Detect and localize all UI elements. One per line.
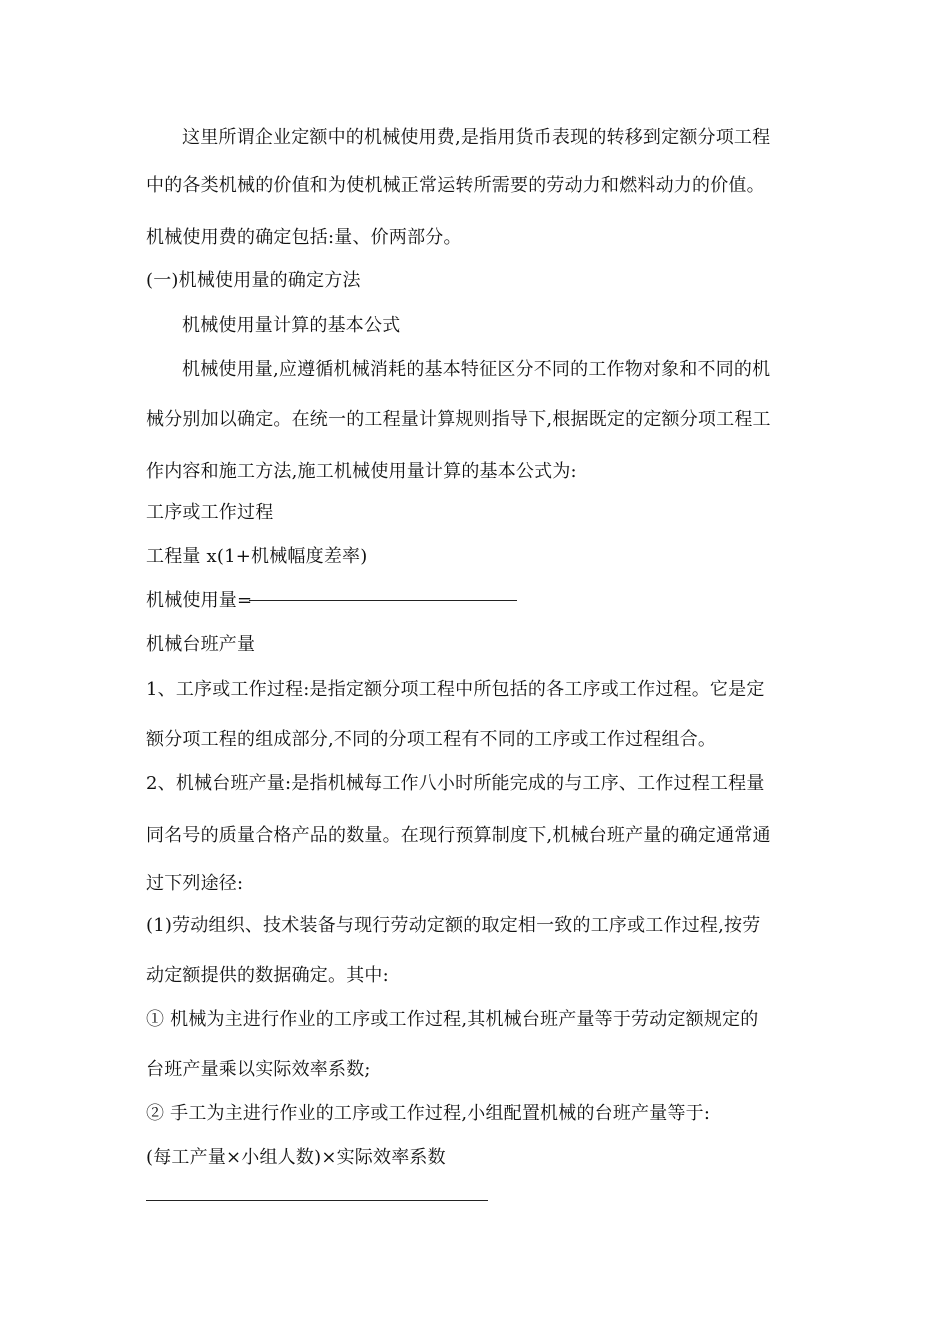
- sub-item-line: ② 手工为主进行作业的工序或工作过程,小组配置机械的台班产量等于:: [146, 1103, 711, 1124]
- fraction-bar: [146, 1200, 488, 1201]
- sub-item-line: ① 机械为主进行作业的工序或工作过程,其机械台班产量等于劳动定额规定的: [146, 1009, 759, 1030]
- sub-item-line: 台班产量乘以实际效率系数;: [146, 1059, 371, 1080]
- paragraph-line: 作内容和施工方法,施工机械使用量计算的基本公式为:: [146, 461, 577, 482]
- list-item-line: 额分项工程的组成部分,不同的分项工程有不同的工序或工作过程组合。: [146, 729, 717, 750]
- formula-numerator-1: 工序或工作过程: [146, 502, 274, 523]
- formula-lhs: 机械使用量=: [146, 590, 253, 611]
- paragraph-line: 机械使用量,应遵循机械消耗的基本特征区分不同的工作物对象和不同的机: [182, 359, 771, 380]
- list-item-line: 同名号的质量合格产品的数量。在现行预算制度下,机械台班产量的确定通常通: [146, 825, 771, 846]
- list-item-line: 2、机械台班产量:是指机械每工作八小时所能完成的与工序、工作过程工程量: [146, 773, 765, 794]
- paragraph-line: 机械使用费的确定包括:量、价两部分。: [146, 227, 462, 248]
- formula-denominator: 机械台班产量: [146, 634, 256, 655]
- list-item-line: 1、工序或工作过程:是指定额分项工程中所包括的各工序或工作过程。它是定: [146, 679, 765, 700]
- formula-numerator: (每工产量×小组人数)×实际效率系数: [146, 1147, 446, 1168]
- paragraph-line: 中的各类机械的价值和为使机械正常运转所需要的劳动力和燃料动力的价值。: [146, 175, 765, 196]
- list-item-line: 过下列途径:: [146, 873, 244, 894]
- fraction-bar: [249, 600, 517, 601]
- paragraph-line: 这里所谓企业定额中的机械使用费,是指用货币表现的转移到定额分项工程: [182, 127, 771, 148]
- subsection-heading: 机械使用量计算的基本公式: [182, 315, 401, 336]
- formula-numerator-2: 工程量 x(1+机械幅度差率): [146, 546, 368, 567]
- section-heading: (一)机械使用量的确定方法: [146, 270, 361, 291]
- paragraph-line: 械分别加以确定。在统一的工程量计算规则指导下,根据既定的定额分项工程工: [146, 409, 771, 430]
- sub-item-line: (1)劳动组织、技术装备与现行劳动定额的取定相一致的工序或工作过程,按劳: [146, 915, 761, 936]
- sub-item-line: 动定额提供的数据确定。其中:: [146, 965, 389, 986]
